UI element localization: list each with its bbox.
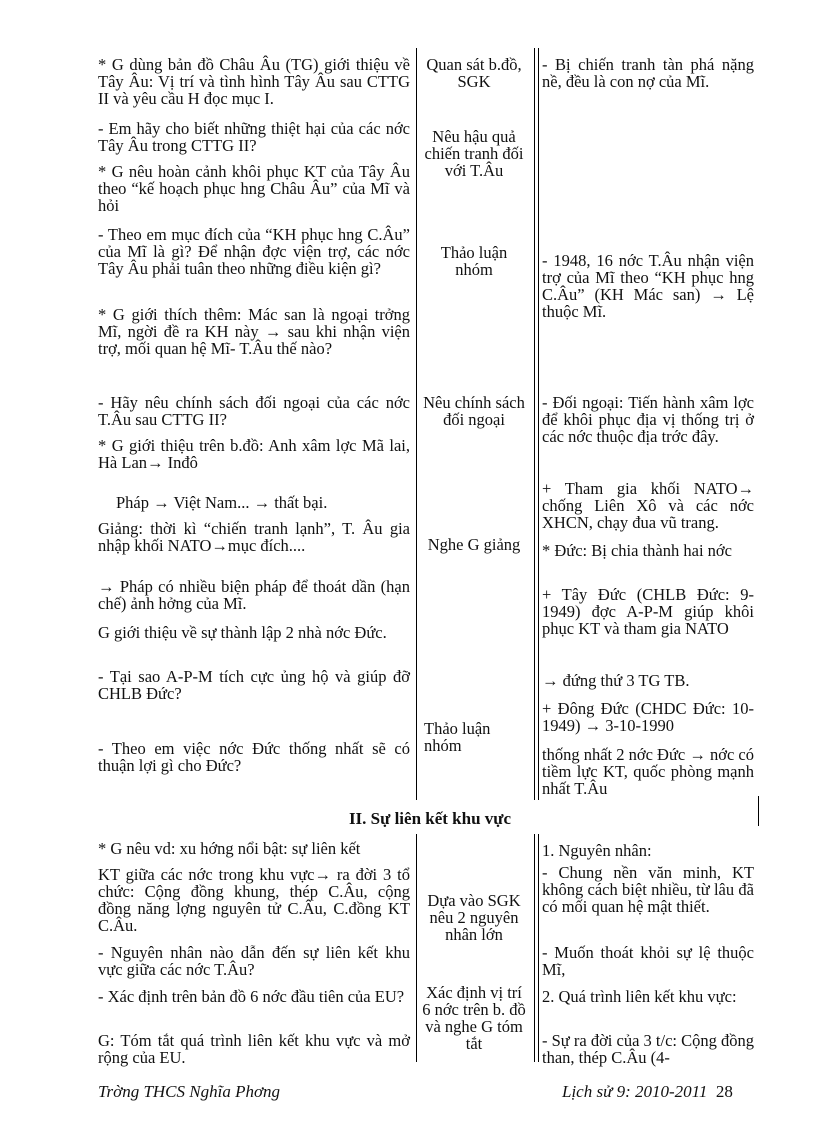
student-activity: Nêu chính sách đối ngoại bbox=[423, 393, 525, 429]
teacher-activity: → Pháp có nhiều biện pháp để thoát dần (hạn chế) ảnh hởng của Mĩ. bbox=[98, 577, 410, 613]
teacher-activity: * G nêu hoàn cảnh khôi phục KT của Tây Âu theo “kế hoạch phục hng Châu Âu” của Mĩ và hỏi bbox=[98, 162, 410, 215]
teacher-activity: Giảng: thời kì “chiến tranh lạnh”, T. Âu gia nhập khối NATO→mục đích.... bbox=[98, 519, 410, 555]
teacher-activity: - Nguyên nhân nào dẫn đến sự liên kết khu vực giữa các nớc T.Âu? bbox=[98, 943, 410, 979]
lesson-content: + Tây Đức (CHLB Đức: 9-1949) đợc A-P-M giúp khôi phục KT và tham gia NATO bbox=[542, 585, 754, 638]
column-divider bbox=[534, 48, 535, 800]
section-heading: II. Sự liên kết khu vực bbox=[348, 809, 512, 828]
student-activity: Thảo luận nhóm bbox=[424, 719, 491, 755]
lesson-content: → đứng thứ 3 TG TB. bbox=[542, 671, 690, 690]
lesson-content: - Chung nền văn minh, KT không cách biệt nhiều, từ lâu đã có mối quan hệ mật thiết. bbox=[542, 863, 754, 916]
teacher-activity: Pháp → Việt Nam... → thất bại. bbox=[116, 493, 328, 512]
lesson-content: * Đức: Bị chia thành hai nớc bbox=[542, 541, 732, 560]
teacher-activity: G: Tóm tắt quá trình liên kết khu vực và mở rộng của EU. bbox=[98, 1031, 410, 1067]
teacher-activity: * G giới thiệu trên b.đồ: Anh xâm lợc Mã lai, Hà Lan→ Inđô bbox=[98, 436, 410, 472]
teacher-activity: * G nêu vd: xu hớng nổi bật: sự liên kết bbox=[98, 839, 361, 858]
student-activity: Nghe G giảng bbox=[427, 535, 521, 554]
lesson-content: - Đối ngoại: Tiến hành xâm lợc để khôi phục địa vị thống trị ở các nớc thuộc địa trớc đây. bbox=[542, 393, 754, 446]
column-divider bbox=[538, 834, 539, 1062]
lesson-content: - 1948, 16 nớc T.Âu nhận viện trợ của Mĩ theo “KH phục hng C.Âu” (KH Mác san) → Lệ thuộc Mĩ. bbox=[542, 251, 754, 321]
column-divider bbox=[416, 834, 417, 1062]
lesson-content: thống nhất 2 nớc Đức → nớc có tiềm lực KT, quốc phòng mạnh nhất T.Âu bbox=[542, 745, 754, 798]
teacher-activity: - Em hãy cho biết những thiệt hại của các nớc Tây Âu trong CTTG II? bbox=[98, 119, 410, 155]
column-divider bbox=[758, 796, 759, 826]
lesson-content: - Muốn thoát khỏi sự lệ thuộc Mĩ, bbox=[542, 943, 754, 979]
teacher-activity: KT giữa các nớc trong khu vực→ ra đời 3 tổ chức: Cộng đồng khung, thép C.Âu, cộng đồng năng lợng nguyên tử C.Âu, C.đồng KT C.Âu. bbox=[98, 865, 410, 935]
student-activity: Dựa vào SGK nêu 2 nguyên nhân lớn bbox=[427, 891, 521, 944]
student-activity: Quan sát b.đồ, SGK bbox=[426, 55, 522, 91]
lesson-content: 2. Quá trình liên kết khu vực: bbox=[542, 987, 737, 1006]
column-divider bbox=[534, 834, 535, 1062]
column-divider bbox=[538, 48, 539, 800]
footer-subject bbox=[562, 1082, 733, 1102]
lesson-content: 1. Nguyên nhân: bbox=[542, 841, 652, 860]
column-divider bbox=[416, 48, 417, 800]
teacher-activity: - Tại sao A-P-M tích cực ủng hộ và giúp đỡ CHLB Đức? bbox=[98, 667, 410, 703]
teacher-activity: - Xác định trên bản đồ 6 nớc đầu tiên của EU? bbox=[98, 987, 405, 1006]
teacher-activity: - Hãy nêu chính sách đối ngoại của các nớc T.Âu sau CTTG II? bbox=[98, 393, 410, 429]
lesson-content: - Bị chiến tranh tàn phá nặng nề, đều là con nợ của Mĩ. bbox=[542, 55, 754, 91]
teacher-activity: - Theo em việc nớc Đức thống nhất sẽ có thuận lợi gì cho Đức? bbox=[98, 739, 410, 775]
student-activity: Thảo luận nhóm bbox=[440, 243, 508, 279]
teacher-activity: G giới thiệu về sự thành lập 2 nhà nớc Đức. bbox=[98, 623, 387, 642]
teacher-activity: * G dùng bản đồ Châu Âu (TG) giới thiệu về Tây Âu: Vị trí và tình hình Tây Âu sau CTTG II và yêu cầu H đọc mục I. bbox=[98, 55, 410, 108]
footer-subject-text: Lịch sử 9: 2010-2011 bbox=[562, 1082, 708, 1101]
lesson-content: + Tham gia khối NATO→ chống Liên Xô và các nớc XHCN, chạy đua vũ trang. bbox=[542, 479, 754, 532]
student-activity: Nêu hậu quả chiến tranh đối với T.Âu bbox=[424, 127, 524, 180]
lesson-content: + Đông Đức (CHDC Đức: 10-1949) → 3-10-1990 bbox=[542, 699, 754, 735]
page-number: 28 bbox=[715, 1082, 733, 1101]
student-activity: Xác định vị trí 6 nớc trên b. đồ và nghe G tóm tắt bbox=[422, 983, 526, 1053]
teacher-activity: - Theo em mục đích của “KH phục hng C.Âu” của Mĩ là gì? Để nhận đợc viện trợ, các nớc Tây Âu phải tuân theo những điều kiện gì? bbox=[98, 225, 410, 278]
teacher-activity: * G giới thích thêm: Mác san là ngoại trởng Mĩ, ngời đề ra KH này → sau khi nhận viện trợ, mối quan hệ Mĩ- T.Âu thế nào? bbox=[98, 305, 410, 358]
footer-school: Trờng THCS Nghĩa Phơng bbox=[98, 1082, 281, 1101]
lesson-content: - Sự ra đời của 3 t/c: Cộng đồng than, thép C.Âu (4- bbox=[542, 1031, 754, 1067]
